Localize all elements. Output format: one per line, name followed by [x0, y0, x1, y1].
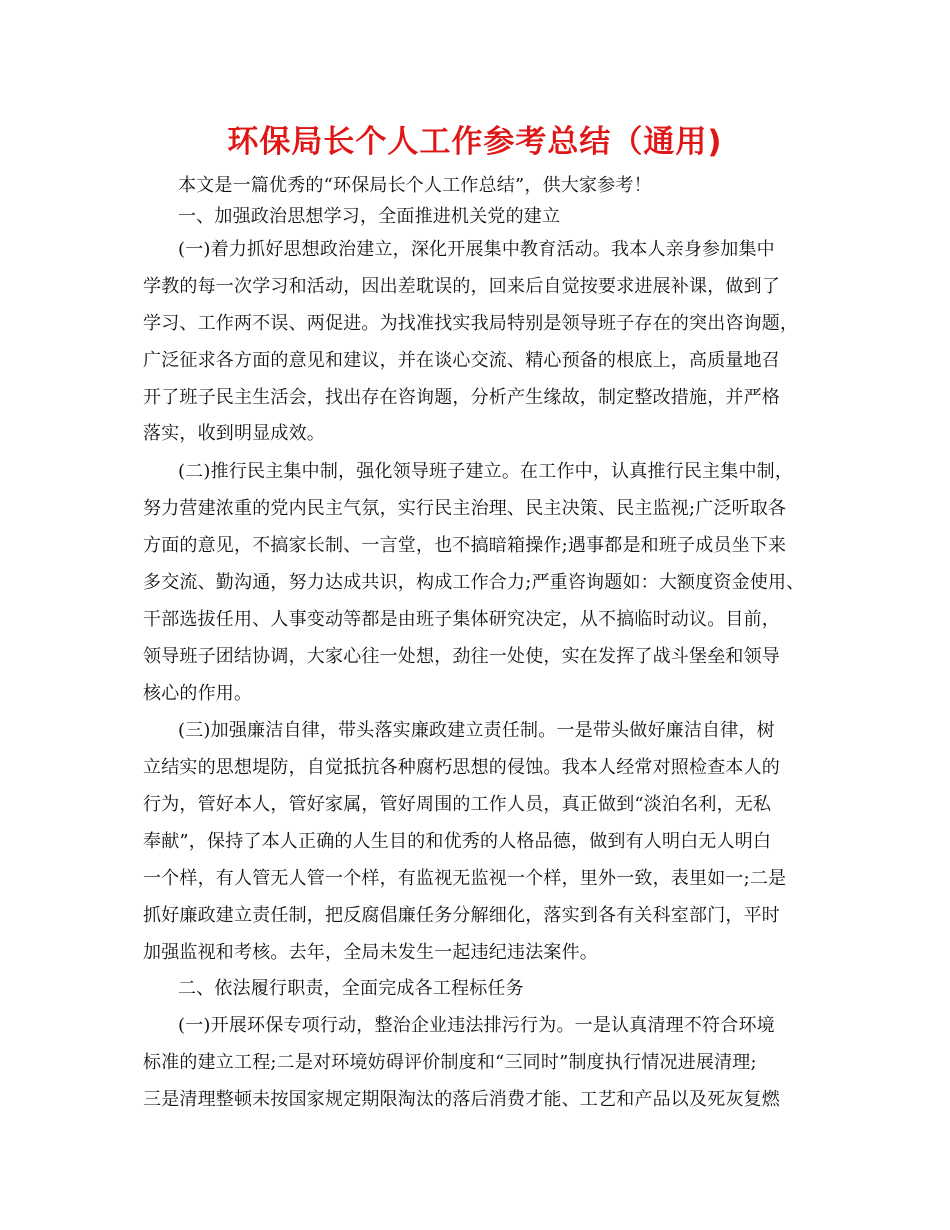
paragraph-line: 广泛征求各方面的意见和建议，并在谈心交流、精心预备的根底上，高质量地召	[143, 350, 780, 371]
section-heading: 二、依法履行职责，全面完成各工程标任务	[178, 978, 524, 999]
paragraph-line: 努力营建浓重的党内民主气氛，实行民主治理、民主决策、民主监视;广泛听取各	[143, 498, 787, 519]
paragraph-line: (三)加强廉洁自律，带头落实廉政建立责任制。一是带头做好廉洁自律，树	[178, 720, 775, 741]
paragraph-line: 标准的建立工程;二是对环境妨碍评价制度和“三同时”制度执行情况进展清理;	[143, 1052, 757, 1073]
paragraph-line: (一)着力抓好思想政治建立，深化开展集中教育活动。我本人亲身参加集中	[178, 239, 775, 260]
paragraph-line: 开了班子民主生活会，找出存在咨询题，分析产生缘故，制定整改措施，并严格	[143, 387, 780, 408]
paragraph-line: 领导班子团结协调，大家心往一处想，劲往一处使，实在发挥了战斗堡垒和领导	[143, 646, 780, 667]
paragraph-line: 一个样，有人管无人管一个样，有监视无监视一个样，里外一致，表里如一;二是	[143, 868, 787, 889]
paragraph-line: 学习、工作两不误、两促进。为找准找实我局特别是领导班子存在的突出咨询题，	[143, 313, 799, 334]
paragraph-line: 抓好廉政建立责任制，把反腐倡廉任务分解细化，落实到各有关科室部门，平时	[143, 905, 780, 926]
paragraph-line: 奉献”，保持了本人正确的人生目的和优秀的人格品德，做到有人明白无人明白	[143, 831, 772, 852]
paragraph-line: 核心的作用。	[143, 683, 253, 704]
paragraph-line: 立结实的思想堤防，自觉抵抗各种腐朽思想的侵蚀。我本人经常对照检查本人的	[143, 757, 780, 778]
paragraph-line: 方面的意见，不搞家长制、一言堂，也不搞暗箱操作;遇事都是和班子成员坐下来	[143, 535, 787, 556]
paragraph-line: 落实，收到明显成效。	[143, 423, 325, 444]
paragraph-line: 行为，管好本人，管好家属，管好周围的工作人员，真正做到“淡泊名利，无私	[143, 794, 772, 815]
paragraph-line: (二)推行民主集中制，强化领导班子建立。在工作中，认真推行民主集中制，	[178, 461, 794, 482]
document-title: 环保局长个人工作参考总结（通用)	[227, 124, 723, 160]
intro-line: 本文是一篇优秀的“环保局长个人工作总结”，供大家参考！	[178, 175, 652, 196]
paragraph-line: 干部选拔任用、人事变动等都是由班子集体研究决定，从不搞临时动议。目前，	[143, 609, 780, 630]
paragraph-line: 加强监视和考核。去年，全局未发生一起违纪违法案件。	[143, 942, 598, 963]
section-heading: 一、加强政治思想学习，全面推进机关党的建立	[178, 206, 561, 227]
paragraph-line: 学教的每一次学习和活动，因出差耽误的，回来后自觉按要求进展补课，做到了	[143, 276, 780, 297]
paragraph-line: 三是清理整顿未按国家规定期限淘汰的落后消费才能、工艺和产品以及死灰复燃	[143, 1089, 780, 1110]
paragraph-line: (一)开展环保专项行动，整治企业违法排污行为。一是认真清理不符合环境	[178, 1015, 775, 1036]
paragraph-line: 多交流、勤沟通，努力达成共识，构成工作合力;严重咨询题如：大额度资金使用、	[143, 572, 805, 593]
